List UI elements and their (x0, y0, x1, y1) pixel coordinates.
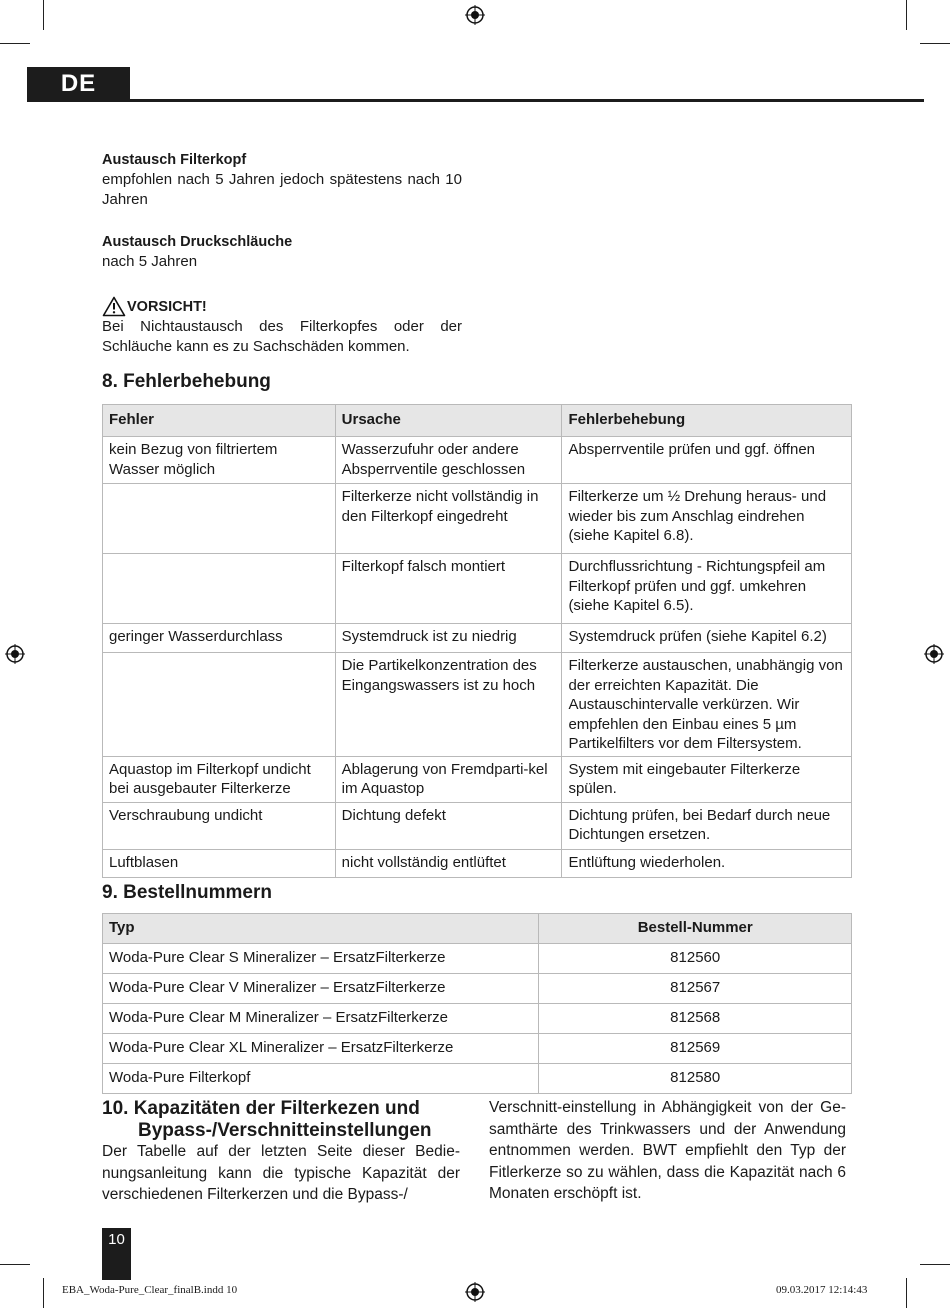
footer-date: 09.03.2017 12:14:43 (776, 1284, 868, 1296)
cell-nummer: 812560 (539, 944, 852, 974)
druckschlaeuche-text: nach 5 Jahren (102, 253, 198, 270)
cell-typ: Woda-Pure Filterkopf (103, 1064, 539, 1094)
cell-fehler: geringer Wasserdurchlass (103, 624, 336, 653)
capacities-title (102, 1098, 462, 1142)
order-numbers-table (102, 913, 852, 1094)
cell-ursache: Filterkopf falsch montiert (335, 554, 562, 624)
registration-mark-icon (924, 644, 944, 664)
table-row (103, 974, 852, 1004)
cell-behebung: System mit eingebauter Filterkerze spülen. (562, 756, 852, 802)
table-row (103, 849, 852, 877)
header-bestell-nummer: Bestell-Nummer (539, 914, 852, 944)
cell-behebung: Filterkerze um ½ Drehung heraus- und wieder bis zum Anschlag eindrehen (siehe Kapitel 6.8). (562, 484, 852, 554)
crop-mark (920, 43, 950, 44)
cell-ursache: Systemdruck ist zu niedrig (335, 624, 562, 653)
language-tab: DE (27, 67, 130, 101)
registration-mark-icon (5, 644, 25, 664)
header-fehlerbehebung: Fehlerbehebung (562, 405, 852, 437)
header-rule (27, 99, 924, 102)
cell-nummer: 812580 (539, 1064, 852, 1094)
cell-ursache: Ablagerung von Fremdparti-kel im Aquastop (335, 756, 562, 802)
capacities-text-left: Der Tabelle auf der letzten Seite dieser Bedie-nungsanleitung kann die typische Kapazität der verschiedenen Filterkerzen und die Bypass-/ (102, 1143, 460, 1203)
table-row (103, 437, 852, 484)
cell-ursache: nicht vollständig entlüftet (335, 849, 562, 877)
cell-behebung: Entlüftung wiederholen. (562, 849, 852, 877)
troubleshooting-table (102, 404, 852, 878)
cell-typ: Woda-Pure Clear V Mineralizer – ErsatzFilterkerze (103, 974, 539, 1004)
cell-ursache: Filterkerze nicht vollständig in den Filterkopf eingedreht (335, 484, 562, 554)
table-row (103, 1034, 852, 1064)
header-typ: Typ (103, 914, 539, 944)
cell-fehler: Verschraubung undicht (103, 802, 336, 849)
cell-ursache: Wasserzufuhr oder andere Absperrventile geschlossen (335, 437, 562, 484)
table-row (103, 484, 852, 554)
registration-mark-icon (465, 5, 485, 25)
filterkopf-section (102, 150, 462, 210)
crop-mark (43, 1278, 44, 1308)
table-row (103, 1004, 852, 1034)
cell-behebung: Filterkerze austauschen, unabhängig von der erreichten Kapazität. Die Austauschintervalle verkürzen. Wir empfehlen den Einbau eines 5 µm Partikelfilters vor dem Filtersystem. (562, 653, 852, 757)
crop-mark (906, 0, 907, 30)
cell-ursache: Die Partikelkonzentration des Eingangswassers ist zu hoch (335, 653, 562, 757)
capacities-title-line1: 10. Kapazitäten der Filterkezen und (102, 1098, 420, 1119)
cell-fehler: Aquastop im Filterkopf undicht bei ausgebauter Filterkerze (103, 756, 336, 802)
table-row (103, 1064, 852, 1094)
filterkopf-text: empfohlen nach 5 Jahren jedoch spätestens nach 10 Jahren (102, 171, 462, 208)
cell-typ: Woda-Pure Clear M Mineralizer – ErsatzFilterkerze (103, 1004, 539, 1034)
cell-behebung: Absperrventile prüfen und ggf. öffnen (562, 437, 852, 484)
registration-mark-icon (465, 1282, 485, 1302)
druckschlaeuche-heading: Austausch Druckschläuche (102, 234, 293, 250)
cell-fehler (103, 554, 336, 624)
caution-heading (102, 296, 462, 317)
table-row (103, 944, 852, 974)
crop-mark (906, 1278, 907, 1308)
table-header-row (103, 405, 852, 437)
caution-label: VORSICHT! (127, 298, 207, 315)
cell-nummer: 812569 (539, 1034, 852, 1064)
table-row (103, 554, 852, 624)
crop-mark (0, 1264, 30, 1265)
troubleshooting-title: 8. Fehlerbehebung (102, 371, 271, 392)
warning-triangle-icon (102, 296, 126, 317)
crop-mark (920, 1264, 950, 1265)
table-header-row (103, 914, 852, 944)
filterkopf-heading: Austausch Filterkopf (102, 152, 247, 168)
cell-fehler (103, 484, 336, 554)
footer-file: EBA_Woda-Pure_Clear_finalB.indd 10 (62, 1284, 238, 1296)
cell-nummer: 812567 (539, 974, 852, 1004)
caution-text: Bei Nichtaustausch des Filterkopfes oder der Schläuche kann es zu Sachschäden kommen. (102, 318, 462, 355)
order-numbers-title: 9. Bestellnummern (102, 882, 272, 903)
crop-mark (43, 0, 44, 30)
table-row (103, 802, 852, 849)
caution-section (102, 296, 462, 357)
table-row (103, 756, 852, 802)
crop-mark (0, 43, 30, 44)
header-fehler: Fehler (103, 405, 336, 437)
table-row (103, 624, 852, 653)
cell-fehler (103, 653, 336, 757)
capacities-text-right: Verschnitt-einstellung in Abhängigkeit von der Ge-samthärte des Trinkwassers und der Anwendung entnommen werden. BWT empfiehlt den Typ der Fitlerkerze so zu wählen, dass die Kapazität nach 6 Monaten erschöpft ist. (489, 1099, 846, 1202)
cell-behebung: Dichtung prüfen, bei Bedarf durch neue Dichtungen ersetzen. (562, 802, 852, 849)
cell-nummer: 812568 (539, 1004, 852, 1034)
cell-typ: Woda-Pure Clear S Mineralizer – ErsatzFilterkerze (103, 944, 539, 974)
capacities-title-line2: Bypass-/Verschnitteinstellungen (138, 1120, 432, 1141)
header-ursache: Ursache (335, 405, 562, 437)
cell-fehler: Luftblasen (103, 849, 336, 877)
cell-behebung: Systemdruck prüfen (siehe Kapitel 6.2) (562, 624, 852, 653)
druckschlaeuche-section (102, 232, 462, 272)
cell-behebung: Durchflussrichtung - Richtungspfeil am Filterkopf prüfen und ggf. umkehren (siehe Kapitel 6.5). (562, 554, 852, 624)
cell-typ: Woda-Pure Clear XL Mineralizer – ErsatzFilterkerze (103, 1034, 539, 1064)
table-row (103, 653, 852, 757)
cell-fehler: kein Bezug von filtriertem Wasser möglich (103, 437, 336, 484)
page-number: 10 (102, 1228, 131, 1280)
cell-ursache: Dichtung defekt (335, 802, 562, 849)
